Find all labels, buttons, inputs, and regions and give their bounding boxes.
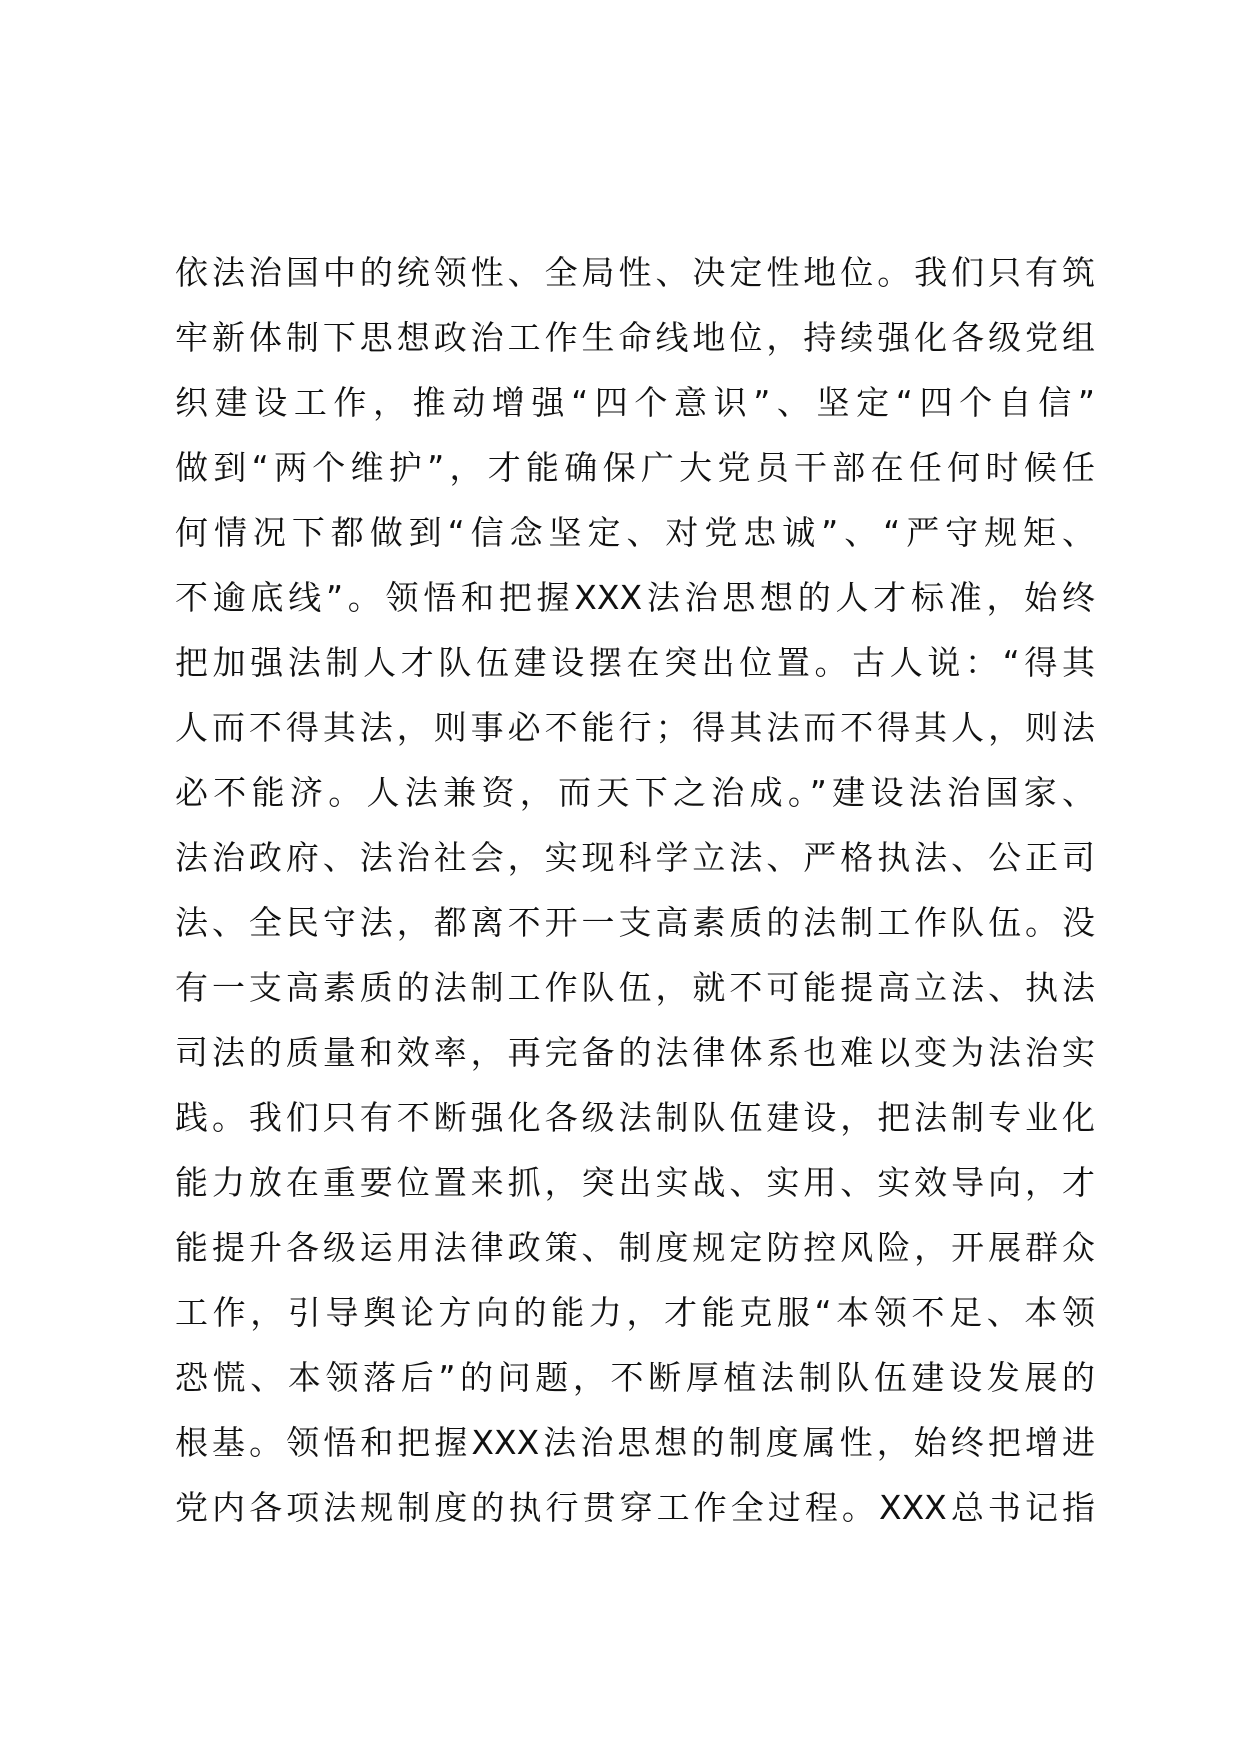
- text-line: 织建设工作，推动增强“四个意识”、坚定“四个自信”: [175, 383, 1095, 422]
- text-line: 做到“两个维护”，才能确保广大党员干部在任何时候任: [175, 448, 1095, 487]
- text-line: 党内各项法规制度的执行贯穿工作全过程。XXX总书记指: [175, 1488, 1095, 1527]
- text-line: 践。我们只有不断强化各级法制队伍建设，把法制专业化: [175, 1098, 1095, 1137]
- text-line: 人而不得其法，则事必不能行；得其法而不得其人，则法: [175, 708, 1095, 747]
- text-line: 何情况下都做到“信念坚定、对党忠诚”、“严守规矩、: [175, 513, 1095, 552]
- text-line: 有一支高素质的法制工作队伍，就不可能提高立法、执法: [175, 968, 1095, 1007]
- text-line: 法、全民守法，都离不开一支高素质的法制工作队伍。没: [175, 903, 1095, 942]
- text-line: 能提升各级运用法律政策、制度规定防控风险，开展群众: [175, 1228, 1095, 1267]
- text-line: 恐慌、本领落后”的问题，不断厚植法制队伍建设发展的: [175, 1358, 1095, 1397]
- text-line: 不逾底线”。领悟和把握XXX法治思想的人才标准，始终: [175, 578, 1095, 617]
- text-line: 依法治国中的统领性、全局性、决定性地位。我们只有筑: [175, 253, 1095, 292]
- text-line: 根基。领悟和把握XXX法治思想的制度属性，始终把增进: [175, 1423, 1095, 1462]
- text-line: 能力放在重要位置来抓，突出实战、实用、实效导向，才: [175, 1163, 1095, 1202]
- text-line: 工作，引导舆论方向的能力，才能克服“本领不足、本领: [175, 1293, 1095, 1332]
- text-line: 司法的质量和效率，再完备的法律体系也难以变为法治实: [175, 1033, 1095, 1072]
- text-line: 必不能济。人法兼资，而天下之治成。”建设法治国家、: [175, 773, 1095, 812]
- text-line: 法治政府、法治社会，实现科学立法、严格执法、公正司: [175, 838, 1095, 877]
- text-line: 牢新体制下思想政治工作生命线地位，持续强化各级党组: [175, 318, 1095, 357]
- body-paragraph: [175, 240, 1095, 1540]
- text-line: 把加强法制人才队伍建设摆在突出位置。古人说：“得其: [175, 643, 1095, 682]
